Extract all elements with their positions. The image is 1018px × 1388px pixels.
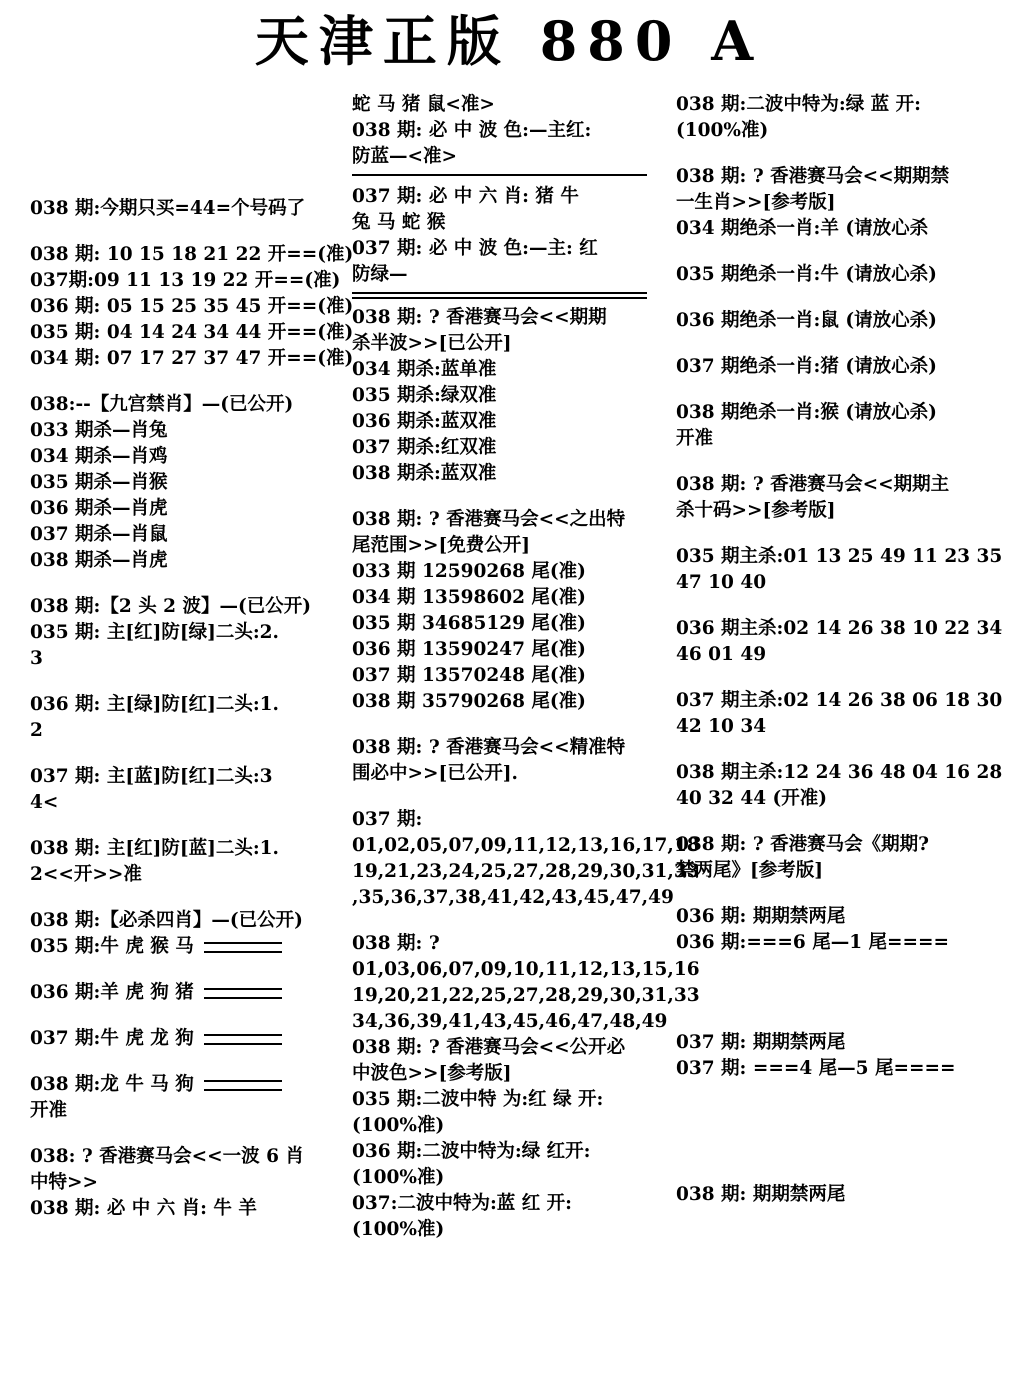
text-line: 46 01 49 [676, 644, 767, 665]
text-block [352, 807, 700, 911]
text-line: 038: ? 香港赛马会<<一波 6 肖 [30, 1146, 304, 1167]
text-block [676, 688, 1003, 740]
text-block [30, 1072, 320, 1124]
text-block [30, 980, 320, 1006]
text-line: 037 期: 必 中 波 色:—主: 红 [352, 238, 598, 259]
text-line: 035 期 34685129 尾(准) [352, 613, 586, 634]
text-line: 038 期:二波中特为:绿 蓝 开: [676, 94, 921, 115]
text-line: 01,02,05,07,09,11,12,13,16,17,18 [352, 835, 700, 856]
text-line: 034 期 13598602 尾(准) [352, 587, 586, 608]
text-block [676, 832, 976, 884]
text-line: 036 期 13590247 尾(准) [352, 639, 586, 660]
text-block [352, 735, 647, 787]
text-line: 034 期绝杀一肖:羊 (请放心杀 [676, 218, 929, 239]
text-line: (100%准) [352, 1115, 445, 1136]
text-line: 037 期杀:红双准 [352, 437, 497, 458]
text-line: 034 期杀—肖鸡 [30, 446, 168, 467]
text-line: 038 期: 10 15 18 21 22 开==(准) [30, 244, 354, 265]
text-line: 037 期: [352, 809, 423, 830]
text-line: 037 期: ===4 尾—5 尾==== [676, 1058, 956, 1079]
text-line: 中特>> [30, 1172, 99, 1193]
text-line: 034 期: 07 17 27 37 47 开==(准) [30, 348, 354, 369]
text-line: 035 期:牛 虎 猴 马 [30, 934, 320, 960]
text-line: 杀十码>>[参考版] [676, 500, 836, 521]
text-line: 038 期: ? 香港赛马会<<期期禁 [676, 166, 950, 187]
text-line: 038 期绝杀一肖:猴 (请放心杀) [676, 402, 937, 423]
text-line: 036 期杀—肖虎 [30, 498, 168, 519]
text-line: 开准 [676, 428, 714, 449]
text-line: 036 期绝杀一肖:鼠 (请放心杀) [676, 310, 937, 331]
text-line: 3 [30, 648, 43, 669]
text-line: 杀半波>>[已公开] [352, 333, 512, 354]
text-line: 038 期 35790268 尾(准) [352, 691, 586, 712]
text-line: 蛇 马 猪 鼠<准> [352, 94, 495, 115]
text-line: 038 期: ? 香港赛马会<<期期 [352, 307, 607, 328]
text-line: 037 期: 主[蓝]防[红]二头:3 [30, 766, 273, 787]
text-line: 036 期: 期期禁两尾 [676, 906, 846, 927]
text-block [676, 262, 976, 288]
text-line: 034 期杀:蓝单准 [352, 359, 497, 380]
text-line: 036 期主杀:02 14 26 38 10 22 34 [676, 618, 1003, 639]
text-line: 035 期杀—肖猴 [30, 472, 168, 493]
text-line: 防蓝—<准> [352, 146, 458, 167]
text-line: 038 期: 期期禁两尾 [676, 1184, 846, 1205]
text-line: 开准 [30, 1100, 68, 1121]
text-block [676, 354, 976, 380]
page-title: 天津正版 880 A [254, 9, 764, 73]
text-line: 037 期: 必 中 六 肖: 猪 牛 [352, 186, 579, 207]
text-block [352, 507, 647, 715]
text-line: 兔 马 蛇 猴 [352, 212, 446, 233]
text-line: 038 期杀—肖虎 [30, 550, 168, 571]
text-block [352, 92, 647, 170]
text-line: 038 期: 必 中 波 色:—主红: [352, 120, 592, 141]
text-block [30, 764, 320, 816]
text-line: 038:--【九宫禁肖】—(已公开) [30, 394, 294, 415]
text-line: 038 期:龙 牛 马 狗 [30, 1072, 320, 1098]
right-column [676, 92, 1003, 1378]
text-line: 尾范围>>[免费公开] [352, 535, 531, 556]
text-block [30, 836, 320, 888]
text-block [352, 931, 700, 1243]
divider-rule [352, 292, 647, 299]
text-line: 19,20,21,22,25,27,28,29,30,31,33 [352, 985, 700, 1006]
text-line: 036 期: 05 15 25 35 45 开==(准) [30, 296, 354, 317]
text-line: 一生肖>>[参考版] [676, 192, 836, 213]
text-line: 033 期 12590268 尾(准) [352, 561, 586, 582]
text-block [30, 242, 354, 372]
text-line: 037 期:牛 虎 龙 狗 [30, 1026, 320, 1052]
text-line: 47 10 40 [676, 572, 767, 593]
text-block [676, 92, 976, 144]
text-line: 4< [30, 792, 59, 813]
text-block [676, 472, 976, 524]
text-line: 037 期主杀:02 14 26 38 06 18 30 [676, 690, 1003, 711]
text-block [676, 164, 976, 242]
text-block [676, 308, 976, 334]
text-line: 038 期: ? [352, 933, 440, 954]
text-line: 038 期主杀:12 24 36 48 04 16 28 [676, 762, 1003, 783]
text-line: 037 期: 期期禁两尾 [676, 1032, 846, 1053]
text-block [30, 196, 320, 222]
text-line: 038 期: 主[红]防[蓝]二头:1. [30, 838, 279, 859]
text-line: 038 期: ? 香港赛马会<<期期主 [676, 474, 950, 495]
text-line: 038 期:今期只买=44=个号码了 [30, 198, 306, 219]
divider-rule [352, 174, 647, 176]
text-line: 038 期:【2 头 2 波】—(已公开) [30, 596, 311, 617]
text-line: 033 期杀—肖兔 [30, 420, 168, 441]
text-line: 035 期主杀:01 13 25 49 11 23 35 [676, 546, 1003, 567]
text-line: 038 期: ? 香港赛马会<<之出特 [352, 509, 626, 530]
text-line: 038 期: ? 香港赛马会《期期? [676, 834, 929, 855]
text-line: 037 期 13570248 尾(准) [352, 665, 586, 686]
text-block [30, 1026, 320, 1052]
text-line: 037 期绝杀一肖:猪 (请放心杀) [676, 356, 937, 377]
text-line: (100%准) [676, 120, 769, 141]
text-line: 禁两尾》[参考版] [676, 860, 824, 881]
text-block [676, 616, 1003, 668]
text-line: 2<<开>>准 [30, 864, 142, 885]
text-line: 19,21,23,24,25,27,28,29,30,31,33 [352, 861, 700, 882]
text-line: 035 期杀:绿双准 [352, 385, 497, 406]
text-line: 038 期: 必 中 六 肖: 牛 羊 [30, 1198, 257, 1219]
text-line: 035 期绝杀一肖:牛 (请放心杀) [676, 264, 937, 285]
text-line: 036 期:羊 虎 狗 猪 [30, 980, 320, 1006]
text-line: 2 [30, 720, 43, 741]
text-line: 34,36,39,41,43,45,46,47,48,49 [352, 1011, 668, 1032]
text-block [30, 594, 320, 672]
text-line: (100%准) [352, 1167, 445, 1188]
text-block [676, 544, 1003, 596]
text-line: 42 10 34 [676, 716, 767, 737]
text-line: 038 期杀:蓝双准 [352, 463, 497, 484]
text-line: (100%准) [352, 1219, 445, 1240]
text-line: 038 期: ? 香港赛马会<<公开必 [352, 1037, 626, 1058]
text-line: 01,03,06,07,09,10,11,12,13,15,16 [352, 959, 700, 980]
text-line: 037:二波中特为:蓝 红 开: [352, 1193, 572, 1214]
text-line: 防绿— [352, 264, 408, 285]
text-block [676, 760, 1003, 812]
text-line: 035 期: 04 14 24 34 44 开==(准) [30, 322, 354, 343]
text-line: 037期:09 11 13 19 22 开==(准) [30, 270, 341, 291]
text-line: 035 期: 主[红]防[绿]二头:2. [30, 622, 279, 643]
text-block [30, 392, 320, 574]
text-block [30, 692, 320, 744]
text-line: 035 期:二波中特 为:红 绿 开: [352, 1089, 604, 1110]
text-line: 036 期:二波中特为:绿 红开: [352, 1141, 591, 1162]
left-column [30, 92, 354, 1378]
text-line: 40 32 44 (开准) [676, 788, 828, 809]
text-block [676, 1030, 976, 1082]
text-block [30, 1144, 320, 1222]
text-block [676, 400, 976, 452]
text-line: 中波色>>[参考版] [352, 1063, 512, 1084]
text-line: 037 期杀—肖鼠 [30, 524, 168, 545]
text-line: 036 期: 主[绿]防[红]二头:1. [30, 694, 279, 715]
text-line: 036 期杀:蓝双准 [352, 411, 497, 432]
text-block [676, 904, 976, 956]
text-block [352, 305, 647, 487]
text-block [352, 184, 647, 288]
text-line: 038 期:【必杀四肖】—(已公开) [30, 910, 303, 931]
text-block [676, 1182, 976, 1208]
text-line: 038 期: ? 香港赛马会<<精准特 [352, 737, 626, 758]
text-line: 围必中>>[已公开]. [352, 763, 518, 784]
text-block [30, 908, 320, 960]
text-line: 036 期:===6 尾—1 尾==== [676, 932, 950, 953]
text-line: ,35,36,37,38,41,42,43,45,47,49 [352, 887, 674, 908]
